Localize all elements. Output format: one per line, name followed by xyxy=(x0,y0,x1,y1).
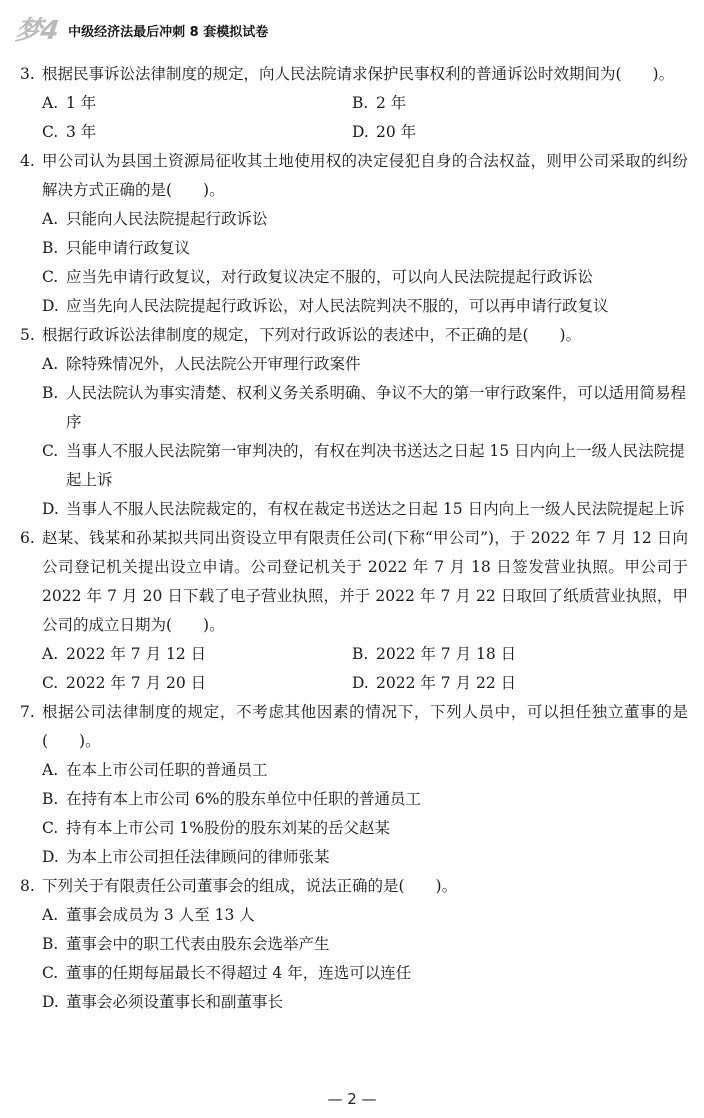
option-c: C. 3 年 xyxy=(42,123,97,141)
option-d: D. 应当先向人民法院提起行政诉讼，对人民法院判决不服的，可以再申请行政复议 xyxy=(42,297,609,315)
option-c: C. 董事的任期每届最长不得超过 4 年，连选可以连任 xyxy=(42,964,412,982)
option-b: B. 2 年 xyxy=(352,94,407,112)
question-6 xyxy=(20,524,688,698)
option-b: B. 2022 年 7 月 18 日 xyxy=(352,645,517,663)
question-8 xyxy=(20,872,688,1017)
series-logo: 梦4 xyxy=(13,15,60,46)
option-a: A. 只能向人民法院提起行政诉讼 xyxy=(42,210,268,228)
question-number: 4. xyxy=(20,152,35,170)
page-number: — 2 — xyxy=(327,1090,377,1108)
option-c: C. 持有本上市公司 1%股份的股东刘某的岳父赵某 xyxy=(42,819,391,837)
question-number: 7. xyxy=(20,703,35,721)
option-d: D. 当事人不服人民法院裁定的，有权在裁定书送达之日起 15 日内向上一级人民法院提起上诉 xyxy=(42,500,685,518)
question-7 xyxy=(20,698,688,872)
question-stem: 根据行政诉讼法律制度的规定，下列对行政诉讼的表述中，不正确的是( )。 xyxy=(42,326,582,344)
option-a: A. 董事会成员为 3 人至 13 人 xyxy=(42,906,255,924)
question-stem: 下列关于有限责任公司董事会的组成，说法正确的是( )。 xyxy=(42,877,458,895)
page-header xyxy=(13,8,269,48)
question-stem: 根据公司法律制度的规定，不考虑其他因素的情况下，下列人员中，可以担任独立董事的是( )。 xyxy=(42,703,688,750)
option-d: D. 为本上市公司担任法律顾问的律师张某 xyxy=(42,848,330,866)
option-c: C. 应当先申请行政复议，对行政复议决定不服的，可以向人民法院提起行政诉讼 xyxy=(42,268,594,286)
option-b: B. 董事会中的职工代表由股东会选举产生 xyxy=(42,935,330,953)
option-b: B. 在持有本上市公司 6%的股东单位中任职的普通员工 xyxy=(42,790,422,808)
option-d: D. 20 年 xyxy=(352,123,417,141)
question-number: 3. xyxy=(20,65,35,83)
question-stem: 根据民事诉讼法律制度的规定，向人民法院请求保护民事权利的普通诉讼时效期间为( )。 xyxy=(42,65,675,83)
question-number: 8. xyxy=(20,877,35,895)
option-a: A. 1 年 xyxy=(42,94,97,112)
option-a: A. 在本上市公司任职的普通员工 xyxy=(42,761,268,779)
question-stem: 甲公司认为县国土资源局征收其土地使用权的决定侵犯自身的合法权益，则甲公司采取的纠纷解决方式正确的是( )。 xyxy=(42,152,688,199)
book-title: 中级经济法最后冲刺 8 套模拟试卷 xyxy=(68,24,269,40)
option-b: B. 只能申请行政复议 xyxy=(42,239,191,257)
option-c: C. 2022 年 7 月 20 日 xyxy=(42,674,207,692)
option-c: C. 当事人不服人民法院第一审判决的，有权在判决书送达之日起 15 日内向上一级人民法院提起上诉 xyxy=(42,442,685,489)
option-b: B. 人民法院认为事实清楚、权利义务关系明确、争议不大的第一审行政案件，可以适用简易程序 xyxy=(42,384,687,431)
option-a: A. 除特殊情况外，人民法院公开审理行政案件 xyxy=(42,355,361,373)
question-3 xyxy=(20,60,688,147)
question-5 xyxy=(20,321,688,524)
option-d: D. 董事会必须设董事长和副董事长 xyxy=(42,993,284,1011)
question-number: 6. xyxy=(20,529,35,547)
question-number: 5. xyxy=(20,326,35,344)
option-d: D. 2022 年 7 月 22 日 xyxy=(352,674,517,692)
question-stem: 赵某、钱某和孙某拟共同出资设立甲有限责任公司(下称“甲公司”)，于 2022 年 7 月 12 日向公司登记机关提出设立申请。公司登记机关于 2022 年 7 月 18 日签发营业执照。甲公司于 2022 年 7 月 20 日下载了电子营业执照，并于 2022 年 7 月 22 日取回了纸质营业执照，甲公司的成立日期为( )。 xyxy=(42,529,688,634)
question-list xyxy=(20,60,688,1017)
option-a: A. 2022 年 7 月 12 日 xyxy=(42,645,207,663)
question-4 xyxy=(20,147,688,321)
